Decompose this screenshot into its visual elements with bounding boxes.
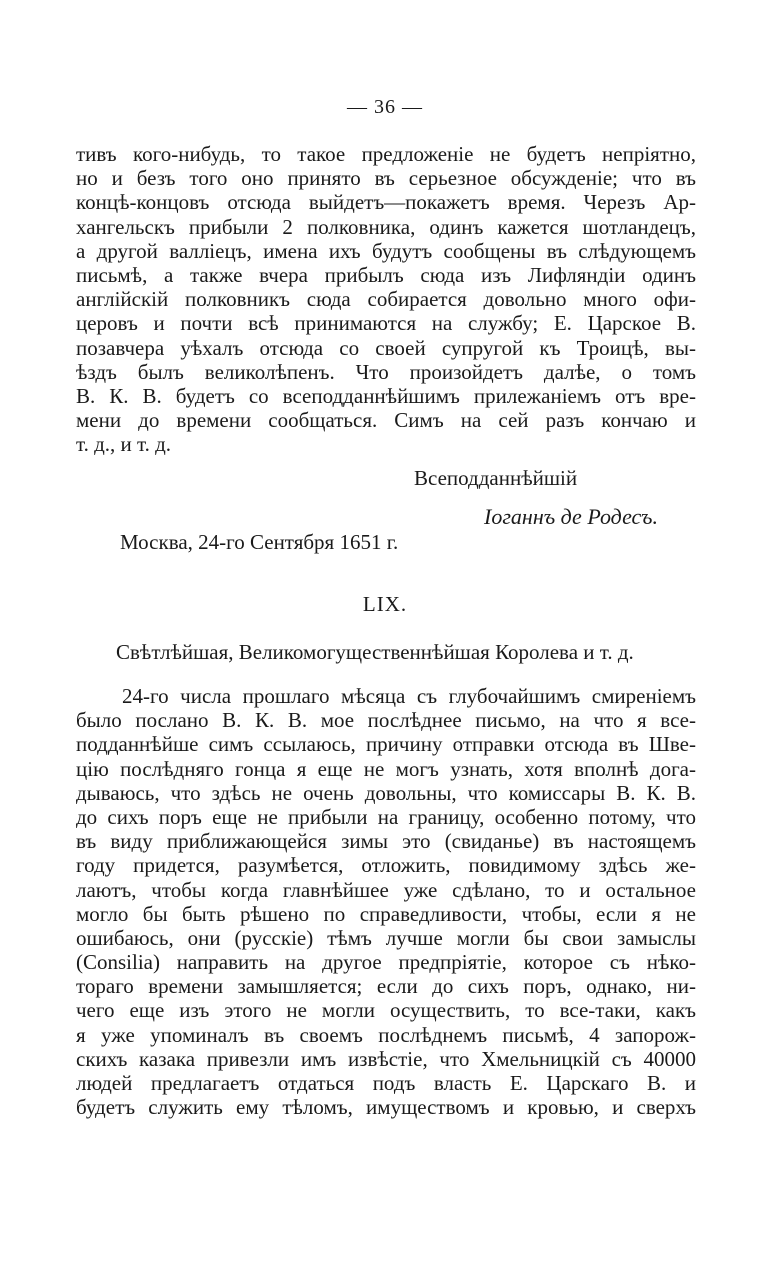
paragraph-letter-body xyxy=(76,684,696,1119)
text-line: подданнѣйше симъ ссылаюсь, причину отправки отсюда въ Шве- xyxy=(76,732,696,757)
text-line: письмѣ, а также вчера прибылъ сюда изъ Лифляндіи одинъ xyxy=(76,262,696,287)
text-line: я уже упоминалъ въ своемъ послѣднемъ письмѣ, 4 запорож- xyxy=(76,1022,696,1047)
text-line: англійскій полковникъ сюда собирается довольно много офи- xyxy=(76,287,696,312)
text-line: тивъ кого-нибудь, то такое предложеніе не будетъ непріятно, xyxy=(76,142,696,166)
text-line: концѣ-концовъ отсюда выйдетъ—покажетъ время. Черезъ Ар- xyxy=(76,190,696,215)
text-line: ѣздъ былъ великолѣпенъ. Что произойдетъ далѣе, о томъ xyxy=(76,359,696,384)
text-line: дываюсь, что здѣсь не очень довольны, что комиссары В. К. В. xyxy=(76,780,696,805)
page-number: — 36 — xyxy=(347,96,423,118)
text-line: чего еще изъ этого не могли осуществить, то все-таки, какъ xyxy=(76,998,696,1023)
text-line: хангельскъ прибыли 2 полковника, одинъ кажется шотландецъ, xyxy=(76,214,696,239)
text-line: но и безъ того оно принято въ серьезное обсужденіе; что въ xyxy=(76,166,696,191)
text-line: цію послѣдняго гонца я еще не могъ узнать, хотя вполнѣ дога- xyxy=(76,756,696,781)
text-line: (Consilia) направить на другое предпріятіе, которое съ нѣко- xyxy=(76,950,696,975)
signature-closing: Всеподданнѣйшій xyxy=(414,466,578,490)
text-line: церовъ и почти всѣ принимаются на службу; Е. Царское В. xyxy=(76,311,696,336)
text-line: въ виду приближающейся зимы это (свиданье) въ настоящемъ xyxy=(76,829,696,854)
text-line: до сихъ поръ еще не прибыли на границу, особенно потому, что xyxy=(76,804,696,829)
text-line: могло бы быть рѣшено по справедливости, чтобы, если я не xyxy=(76,901,696,926)
text-line: мени до времени сообщаться. Симъ на сей разъ кончаю и xyxy=(76,408,696,433)
text-line: лаютъ, чтобы когда главнѣйшее уже сдѣлано, то и остальное xyxy=(76,877,696,902)
text-line: ошибаюсь, они (русскіе) тѣмъ лучше могли бы свои замыслы xyxy=(76,925,696,950)
text-line: позавчера уѣхалъ отсюда со своей супругой къ Троицѣ, вы- xyxy=(76,335,696,360)
text-line: было послано В. К. В. мое послѣднее письмо, на что я все- xyxy=(76,708,696,733)
text-line: скихъ казака привезли имъ извѣстіе, что Хмельницкій съ 40000 xyxy=(76,1046,696,1071)
text-line: тораго времени замышляется; если до сихъ поръ, однако, ни- xyxy=(76,974,696,999)
text-line: а другой валліецъ, имена ихъ будутъ сообщены въ слѣдующемъ xyxy=(76,238,696,263)
salutation: Свѣтлѣйшая, Великомогущественнѣйшая Королева и т. д. xyxy=(116,640,634,664)
letter-number: LIX. xyxy=(362,592,408,616)
text-line: году придется, разумѣется, отложить, повидимому здѣсь же- xyxy=(76,853,696,878)
text-line: т. д., и т. д. xyxy=(76,432,172,457)
text-line: 24-го числа прошлаго мѣсяца съ глубочайшимъ смиреніемъ xyxy=(122,684,696,708)
place-date: Москва, 24-го Сентября 1651 г. xyxy=(120,530,399,554)
text-line: будетъ служить ему тѣломъ, имуществомъ и кровью, и сверхъ xyxy=(76,1095,696,1120)
paragraph-continued xyxy=(76,142,696,456)
text-line: В. К. В. будетъ со всеподданнѣйшимъ прилежаніемъ отъ вре- xyxy=(76,383,696,408)
author-name: Іоганнъ де Родесъ. xyxy=(484,504,658,529)
text-line: людей предлагаетъ отдаться подъ власть Е. Царскаго В. и xyxy=(76,1071,696,1095)
